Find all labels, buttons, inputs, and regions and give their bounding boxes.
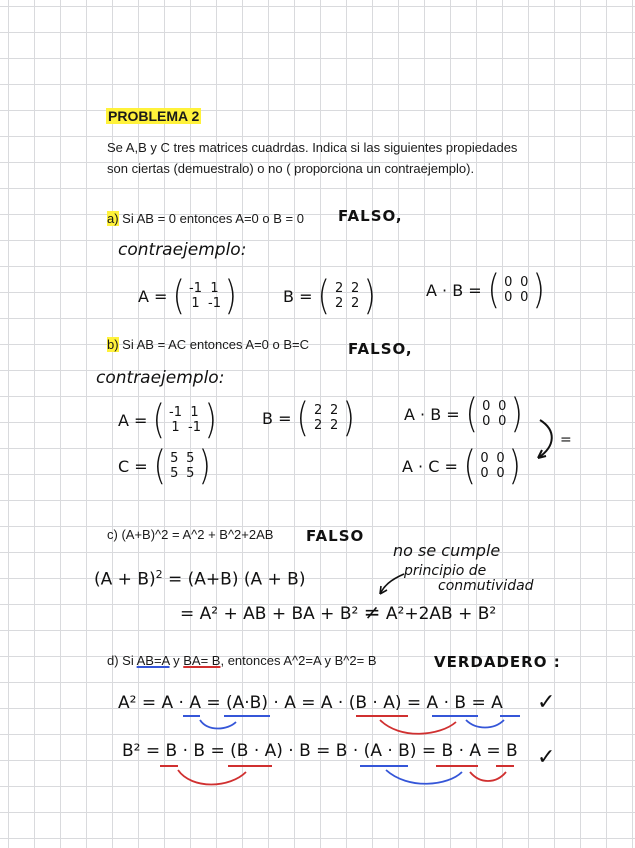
matrix-label: A =: [138, 286, 168, 306]
matrix-cell: 0: [520, 290, 529, 305]
matrix-cell: 0: [482, 414, 491, 429]
matrix-cell: 2: [313, 418, 323, 433]
part-d-cond-1: AB=A: [136, 653, 170, 668]
part-d-proof-1: A² = A · A = (A·B) · A = A · (B · A) = A · B = A: [118, 693, 503, 713]
part-b-matrix-A: A = ( -1 1 1 -1 ): [118, 397, 218, 443]
check-icon: ✓: [537, 745, 556, 770]
part-a-matrix-A: A = ( -1 1 1 -1 ): [138, 273, 238, 319]
part-b-text: Si AB = AC entonces A=0 o B=C: [118, 337, 309, 352]
curved-arrow-icon: [466, 720, 504, 728]
matrix-cell: 2: [350, 296, 360, 311]
matrix-cell: -1: [208, 296, 221, 311]
part-c-verdict: FALSO: [306, 527, 365, 545]
part-a-text: Si AB = 0 entonces A=0 o B = 0: [118, 211, 304, 226]
arrowhead-icon: [380, 586, 387, 594]
matrix-label: B =: [262, 408, 292, 428]
part-c-note-2: principio de: [404, 563, 487, 579]
part-c-note-3: conmutividad: [438, 578, 534, 594]
problem-intro: Se A,B y C tres matrices cuadrdas. Indica si las siguientes propiedades son ciertas (demuestralo) o no ( proporciona un contraejemplo).: [107, 140, 518, 176]
part-a-letter: a): [107, 211, 119, 226]
matrix-cell: 5: [170, 451, 179, 466]
part-d-verdict: VERDADERO :: [434, 653, 561, 671]
expr-left: (A + B): [94, 569, 156, 590]
curved-arrow-icon: [200, 720, 236, 729]
part-b-matrix-C: C = ( 5 5 5 5 ): [118, 443, 212, 489]
part-b-matrix-B: B = ( 2 2 2 2 ): [262, 395, 356, 441]
matrix-label: A · B =: [404, 404, 460, 424]
matrix-label: B =: [283, 286, 313, 306]
matrix-cell: 2: [334, 281, 344, 296]
curved-arrow-icon: [178, 770, 246, 785]
part-c-note-1: no se cumple: [393, 541, 501, 560]
matrix-cell: 5: [186, 451, 195, 466]
matrix-cell: 5: [186, 466, 195, 481]
part-b-equals: =: [560, 432, 572, 448]
expr-expansion: = A² + AB + BA + B²: [180, 604, 359, 624]
note-arrow-icon: [380, 574, 404, 594]
part-c-statement: c) (A+B)^2 = A^2 + B^2+2AB: [107, 527, 274, 542]
part-d-cond-2: BA= B: [183, 653, 221, 668]
matrix-cell: 0: [496, 466, 505, 481]
matrix-cell: 0: [498, 399, 507, 414]
check-icon: ✓: [537, 690, 556, 715]
matrix-cell: 2: [329, 403, 339, 418]
part-a-counter-label: contraejemplo:: [118, 240, 247, 260]
matrix-cell: 0: [480, 466, 489, 481]
curved-arrow-icon: [386, 770, 462, 784]
matrix-cell: -1: [189, 281, 203, 296]
part-b-counter-label: contraejemplo:: [96, 368, 225, 388]
matrix-cell: 0: [498, 414, 507, 429]
matrix-cell: 2: [350, 281, 360, 296]
matrix-cell: 1: [171, 420, 180, 435]
part-d-suffix: , entonces A^2=A y B^2= B: [220, 653, 377, 668]
matrix-cell: 0: [504, 275, 513, 290]
matrix-cell: -1: [188, 420, 201, 435]
matrix-cell: 0: [482, 399, 491, 414]
matrix-cell: 2: [334, 296, 344, 311]
matrix-cell: 0: [480, 451, 489, 466]
matrix-cell: 0: [496, 451, 505, 466]
part-a-verdict: FALSO,: [338, 207, 403, 225]
part-b-matrix-AB: A · B = ( 0 0 0 0 ): [404, 391, 524, 437]
matrix-cell: 5: [170, 466, 179, 481]
matrix-label: A · C =: [402, 456, 458, 476]
not-equal-sign: ≠: [363, 600, 381, 624]
matrix-cell: -1: [169, 405, 183, 420]
matrix-cell: 1: [190, 405, 199, 420]
part-b-matrix-AC: A · C = ( 0 0 0 0 ): [402, 443, 522, 489]
matrix-cell: 1: [210, 281, 219, 296]
curved-arrow-icon: [470, 772, 506, 781]
matrix-label: A · B =: [426, 280, 482, 300]
part-d-mid: y: [169, 653, 184, 668]
curved-arrow-icon: [380, 720, 456, 734]
matrix-cell: 2: [313, 403, 323, 418]
matrix-cell: 0: [504, 290, 513, 305]
expr-right: = (A+B) (A + B): [162, 569, 306, 590]
matrix-label: A =: [118, 410, 148, 430]
part-a-matrix-AB: A · B = ( 0 0 0 0 ): [426, 267, 546, 313]
part-b-letter: b): [107, 337, 119, 352]
matrix-cell: 1: [191, 296, 200, 311]
part-d-proof-2: B² = B · B = (B · A) · B = B · (A · B) = B · A = B: [122, 741, 518, 761]
matrix-cell: 2: [329, 418, 339, 433]
part-d-prefix: d) Si: [107, 653, 137, 668]
matrix-cell: 0: [520, 275, 529, 290]
matrix-label: C =: [118, 456, 148, 476]
part-b-verdict: FALSO,: [348, 340, 413, 358]
part-a-matrix-B: B = ( 2 2 2 2 ): [283, 273, 377, 319]
problem-title: PROBLEMA 2: [108, 108, 200, 124]
expr-exponent: 2: [155, 568, 163, 581]
expr-wrong-formula: A²+2AB + B²: [385, 604, 497, 624]
